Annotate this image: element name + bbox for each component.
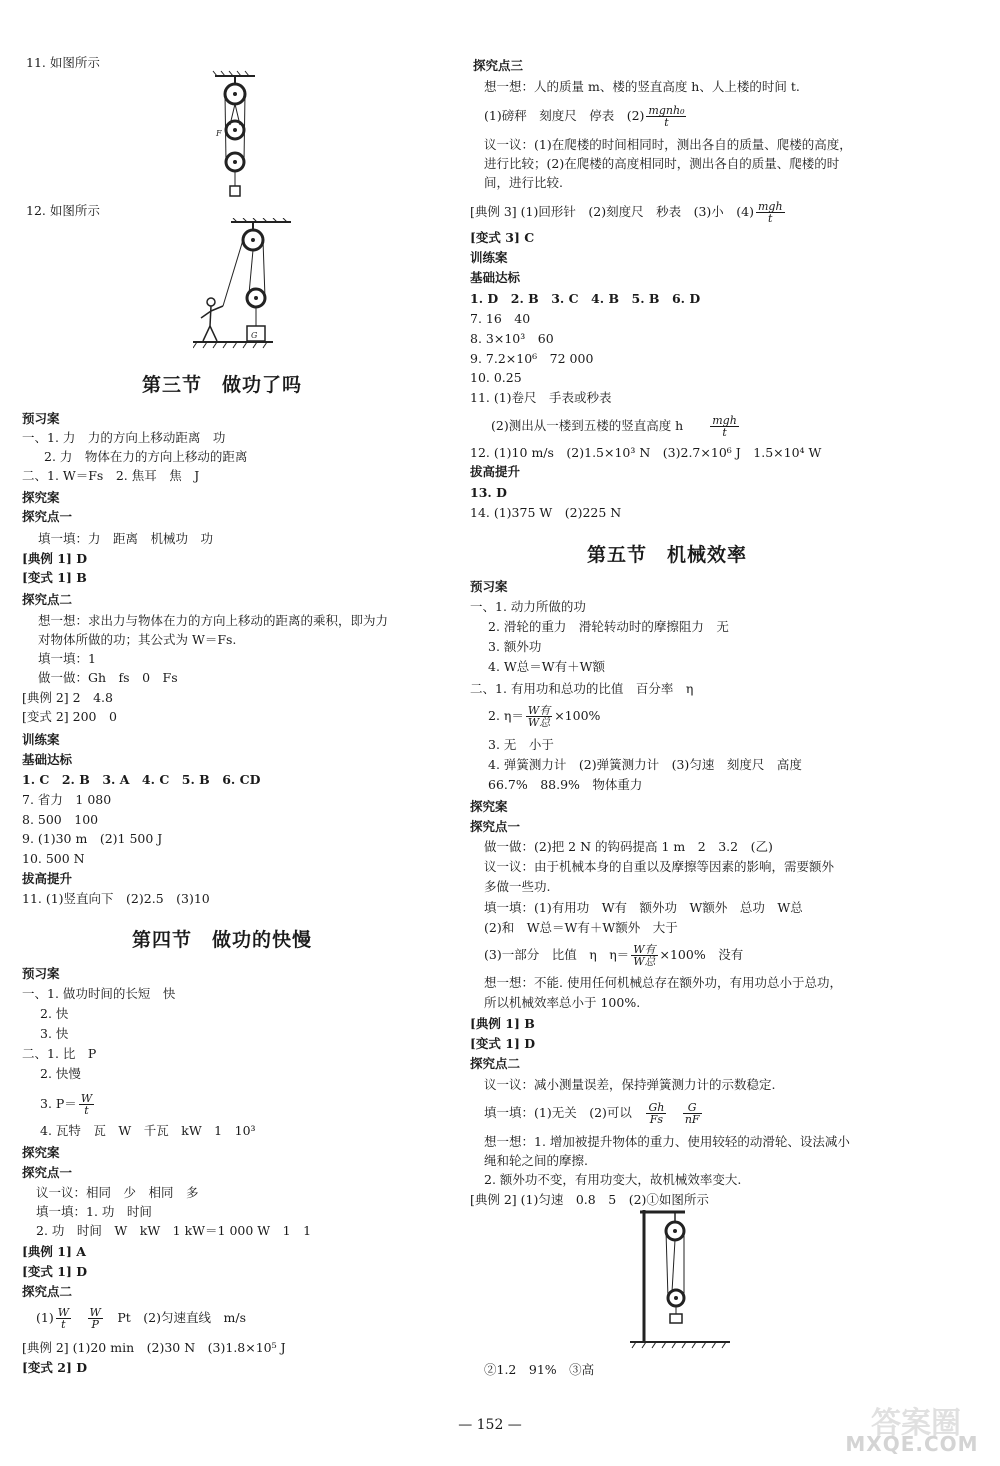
answer-line: 一、1. 动力所做的功 bbox=[470, 599, 586, 614]
basic-label: 基础达标 bbox=[22, 752, 73, 767]
example-answer: [典例 1] B bbox=[470, 1016, 535, 1031]
answer-line: (2)测出从一楼到五楼的竖直高度 h $\frac{\text{mgh}}{t}$ bbox=[491, 414, 737, 439]
fraction: $\frac{\text{W有}}{\text{W总}}$ bbox=[633, 943, 656, 968]
advanced-label: 拔高提升 bbox=[22, 871, 73, 886]
example-answer: [典例 2] 2 4.8 bbox=[22, 690, 113, 705]
example-answer: [典例 3] (1)回形针 (2)刻度尺 秒表 (3)小 (4) $\frac{\text{mgh}}{t}$ bbox=[470, 200, 783, 225]
answer-line: 4. 弹簧测力计 (2)弹簧测力计 (3)匀速 刻度尺 高度 bbox=[488, 757, 802, 772]
watermark-logo: 答案圈 bbox=[871, 1406, 961, 1441]
advanced-label: 拔高提升 bbox=[470, 464, 521, 479]
answer-line: 二、1. 比 P bbox=[22, 1046, 97, 1061]
answer-line: 议一议：减小测量误差，保持弹簧测力计的示数稳定. bbox=[484, 1077, 776, 1092]
explore-label: 探究案 bbox=[22, 490, 60, 505]
fraction: $\frac{\text{mgh}}{t}$ bbox=[757, 200, 783, 225]
answer-line: 2. 快慢 bbox=[40, 1066, 81, 1081]
answer-line: 2. 力 物体在力的方向上移动的距离 bbox=[44, 449, 248, 464]
point-label: 探究点一 bbox=[22, 1165, 73, 1180]
efficiency-formula: (3)一部分 比值 η η＝ $\frac{\text{W有}}{\text{W总}}$ ×100% 没有 bbox=[484, 943, 744, 968]
example-answer: [典例 1] A bbox=[22, 1244, 86, 1259]
fraction: $\frac{G}{nF}$ bbox=[684, 1101, 700, 1126]
answer-line: 想一想：求出力与物体在力的方向上移动的距离的乘积，即为力 bbox=[38, 613, 389, 628]
variant-answer: [变式 1] D bbox=[22, 1264, 88, 1279]
answer-line: 4. 瓦特 瓦 W 千瓦 kW 1 10³ bbox=[40, 1123, 256, 1138]
answer-line: 13. D bbox=[470, 485, 507, 500]
answer-line: 2. 快 bbox=[40, 1006, 69, 1021]
variant-answer: [变式 1] D bbox=[470, 1036, 536, 1051]
answer-line: 一、1. 力 力的方向上移动距离 功 bbox=[22, 430, 226, 445]
power-answers: (1) $\frac{W}{t}$ $\frac{W}{P}$ Pt (2)匀速直线 m/s bbox=[36, 1306, 246, 1331]
answer-line: 14. (1)375 W (2)225 N bbox=[470, 505, 622, 520]
answer-line: 绳和轮之间的摩擦. bbox=[484, 1153, 588, 1168]
explore-label: 探究案 bbox=[22, 1145, 60, 1160]
pulley-figure-11 bbox=[200, 70, 270, 205]
variant-answer: [变式 2] D bbox=[22, 1360, 88, 1375]
answer-line: 9. (1)30 m (2)1 500 J bbox=[22, 831, 163, 846]
section-4-title: 第四节 做功的快慢 bbox=[132, 929, 313, 951]
answer-line: (1)磅秤 刻度尺 停表 (2) $\frac{\text{mgnh₀}}{t}$ bbox=[484, 104, 685, 129]
fraction: $\frac{\text{mgh}}{t}$ bbox=[712, 414, 737, 439]
basic-label: 基础达标 bbox=[470, 270, 521, 285]
svg-text:G: G bbox=[251, 331, 258, 340]
answer-line: 对物体所做的功；其公式为 W＝Fs. bbox=[38, 632, 237, 647]
answer-line: 7. 16 40 bbox=[470, 311, 531, 326]
answer-line: 填一填：力 距离 机械功 功 bbox=[38, 531, 214, 546]
answer-line: 7. 省力 1 080 bbox=[22, 792, 112, 807]
answer-line: 2. 滑轮的重力 滑轮转动时的摩擦阻力 无 bbox=[488, 619, 729, 634]
answer-line: 议一议：(1)在爬楼的时间相同时，测出各自的质量、爬楼的高度， bbox=[484, 137, 852, 152]
answer-line: 填一填：1. 功 时间 bbox=[36, 1204, 152, 1219]
answer-line: 2. 功 时间 W kW 1 kW＝1 000 W 1 1 bbox=[36, 1223, 312, 1238]
answer-line: 1. D 2. B 3. C 4. B 5. B 6. D bbox=[470, 291, 701, 306]
fraction: $\frac{W}{t}$ bbox=[57, 1306, 70, 1331]
answer-line: 1. C 2. B 3. A 4. C 5. B 6. CD bbox=[22, 772, 261, 787]
answer-line: 做一做：Gh fs 0 Fs bbox=[38, 670, 178, 685]
answer-line: ②1.2 91% ③高 bbox=[484, 1362, 595, 1377]
svg-text:F: F bbox=[216, 129, 222, 138]
answer-line: 66.7% 88.9% 物体重力 bbox=[488, 777, 643, 792]
answer-line: 11. (1)竖直向下 (2)2.5 (3)10 bbox=[22, 891, 210, 906]
answer-line: 8. 500 100 bbox=[22, 812, 99, 827]
point-label: 探究点二 bbox=[22, 1284, 73, 1299]
example-answer: [典例 1] D bbox=[22, 551, 88, 566]
pulley-stand-figure bbox=[630, 1206, 735, 1356]
answer-line: 4. W总＝W有＋W额 bbox=[488, 659, 605, 674]
fraction: $\frac{W}{P}$ bbox=[89, 1306, 101, 1331]
example-answer: [典例 2] (1)20 min (2)30 N (3)1.8×10⁵ J bbox=[22, 1340, 286, 1355]
answer-line: 3. 无 小于 bbox=[488, 737, 554, 752]
answer-line: 11. (1)卷尺 手表或秒表 bbox=[470, 390, 612, 405]
answer-line: 12. (1)10 m/s (2)1.5×10³ N (3)2.7×10⁶ J 1.5×10⁴ W bbox=[470, 445, 822, 460]
point-label: 探究点一 bbox=[470, 819, 521, 834]
section-3-title: 第三节 做功了吗 bbox=[142, 374, 303, 396]
fraction: $\frac{\text{W有}}{\text{W总}}$ bbox=[527, 704, 551, 729]
point-label: 探究点二 bbox=[470, 1056, 521, 1071]
pulley-figure-12 bbox=[193, 218, 298, 353]
point-label: 探究点三 bbox=[473, 58, 524, 73]
answer-line: 一、1. 做功时间的长短 快 bbox=[22, 986, 176, 1001]
answer-line: 间，进行比较. bbox=[484, 175, 563, 190]
fraction: $\frac{\text{mgnh₀}}{t}$ bbox=[648, 104, 685, 129]
answer-line: 进行比较；(2)在爬楼的高度相同时，测出各自的质量、爬楼的时 bbox=[484, 156, 840, 171]
explore-label: 探究案 bbox=[470, 799, 508, 814]
answer-line: 想一想：人的质量 m、楼的竖直高度 h、人上楼的时间 t. bbox=[484, 79, 800, 94]
fraction: $\frac{W}{t}$ bbox=[80, 1092, 93, 1117]
variant-answer: [变式 3] C bbox=[470, 230, 535, 245]
answer-line: 多做一些功. bbox=[484, 879, 551, 894]
answer-line: 3. 快 bbox=[40, 1026, 69, 1041]
answer-line: 做一做：(2)把 2 N 的钩码提高 1 m 2 3.2 (乙) bbox=[484, 839, 773, 854]
answer-line: 10. 0.25 bbox=[470, 370, 522, 385]
preview-label: 预习案 bbox=[22, 411, 60, 426]
site-watermark bbox=[832, 1398, 992, 1462]
answer-line: 想一想：不能. 使用任何机械总存在额外功，有用功总小于总功， bbox=[484, 975, 842, 990]
point-label: 探究点二 bbox=[22, 592, 73, 607]
q12-caption: 12. 如图所示 bbox=[26, 203, 100, 218]
answer-line: 填一填：1 bbox=[38, 651, 96, 666]
answer-line: 8. 3×10³ 60 bbox=[470, 331, 554, 346]
answer-line: 3. 额外功 bbox=[488, 639, 542, 654]
answer-line: 议一议：相同 少 相同 多 bbox=[36, 1185, 199, 1200]
answer-line: 二、1. W＝Fs 2. 焦耳 焦 J bbox=[22, 468, 200, 483]
variant-answer: [变式 1] B bbox=[22, 570, 87, 585]
point-label: 探究点一 bbox=[22, 509, 73, 524]
preview-label: 预习案 bbox=[470, 579, 508, 594]
answer-line: 9. 7.2×10⁶ 72 000 bbox=[470, 351, 594, 366]
answer-line: 议一议：由于机械本身的自重以及摩擦等因素的影响，需要额外 bbox=[484, 859, 835, 874]
training-label: 训练案 bbox=[22, 732, 60, 747]
page-number: — 152 — bbox=[458, 1417, 522, 1433]
section-5-title: 第五节 机械效率 bbox=[587, 544, 748, 566]
answer-line: 填一填：(1)无关 (2)可以 $\frac{Gh}{Fs}$ $\frac{G}{nF}$ bbox=[484, 1101, 700, 1126]
watermark-site: MXQE.COM bbox=[845, 1432, 979, 1456]
answer-line: 二、1. 有用功和总功的比值 百分率 η bbox=[470, 681, 694, 696]
fraction: $\frac{Gh}{Fs}$ bbox=[648, 1101, 665, 1126]
power-formula: 3. P＝ $\frac{W}{t}$ bbox=[40, 1092, 93, 1117]
answer-line: 10. 500 N bbox=[22, 851, 85, 866]
example-answer: [典例 2] (1)匀速 0.8 5 (2)①如图所示 bbox=[470, 1192, 709, 1207]
training-label: 训练案 bbox=[470, 250, 508, 265]
preview-label: 预习案 bbox=[22, 966, 60, 981]
efficiency-formula: 2. η＝ $\frac{\text{W有}}{\text{W总}}$ ×100% bbox=[488, 704, 601, 729]
answer-line: 填一填：(1)有用功 W有 额外功 W额外 总功 W总 bbox=[484, 900, 803, 915]
answer-line: 所以机械效率总小于 100%. bbox=[484, 995, 641, 1010]
answer-line: 2. 额外功不变，有用功变大，故机械效率变大. bbox=[484, 1172, 742, 1187]
q11-caption: 11. 如图所示 bbox=[26, 55, 100, 70]
variant-answer: [变式 2] 200 0 bbox=[22, 709, 117, 724]
answer-line: 想一想：1. 增加被提升物体的重力、使用较轻的动滑轮、设法减小 bbox=[484, 1134, 850, 1149]
answer-line: (2)和 W总＝W有＋W额外 大于 bbox=[484, 920, 678, 935]
